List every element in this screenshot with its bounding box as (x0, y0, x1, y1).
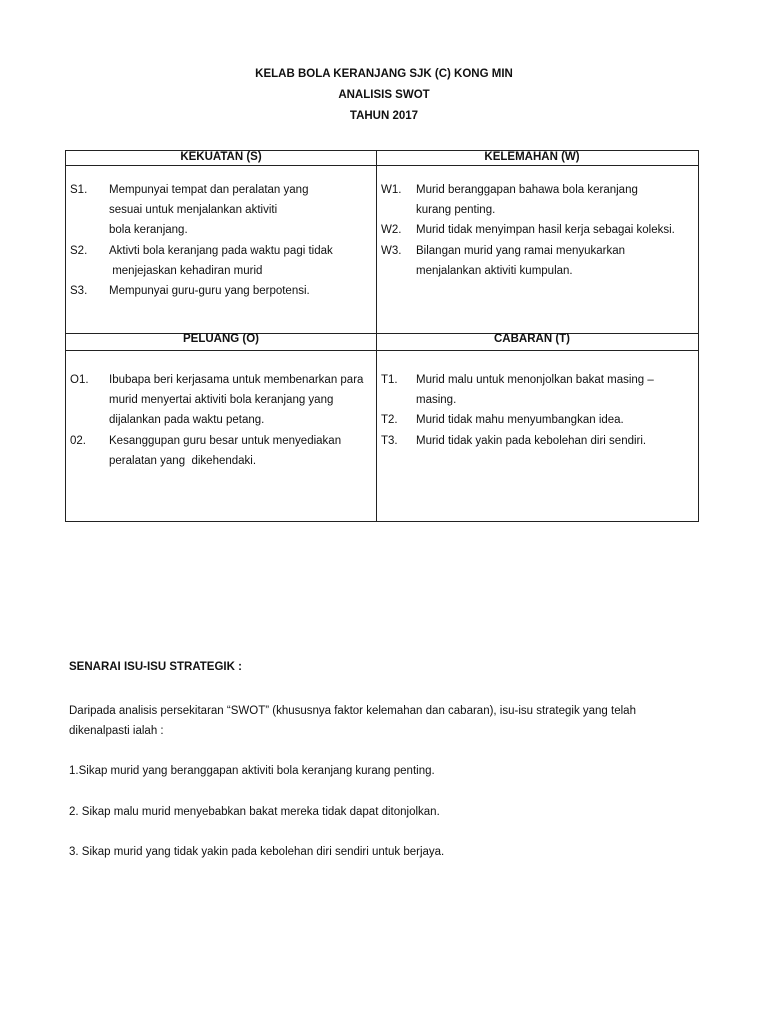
item-code: S3. (70, 285, 88, 298)
list-item (70, 180, 370, 200)
weaknesses-list (381, 180, 697, 281)
item-continuation: peralatan yang dikehendaki. (109, 454, 257, 467)
list-item (381, 180, 697, 200)
item-continuation: sesuai untuk menjalankan aktiviti (109, 204, 278, 217)
threats-heading: CABARAN (T) (493, 333, 570, 345)
year-title: TAHUN 2017 (349, 110, 419, 122)
strategic-issues-title: SENARAI ISU-ISU STRATEGIK : (69, 661, 242, 673)
item-text: Aktivti bola keranjang pada waktu pagi tidak (109, 244, 333, 257)
item-text: Murid tidak menyimpan hasil kerja sebagai koleksi. (416, 224, 675, 237)
opportunities-heading: PELUANG (O) (182, 333, 260, 345)
item-text: Murid tidak yakin pada kebolehan diri sendiri. (416, 434, 647, 447)
weaknesses-heading: KELEMAHAN (W) (484, 151, 580, 163)
list-item (381, 431, 697, 451)
item-code: T2. (381, 414, 398, 427)
item-code: T3. (381, 434, 398, 447)
list-item (381, 410, 697, 430)
item-continuation: menjalankan aktiviti kumpulan. (416, 264, 573, 277)
list-item (381, 220, 697, 240)
item-text: Bilangan murid yang ramai menyukarkan (416, 244, 626, 257)
analysis-title: ANALISIS SWOT (338, 89, 430, 101)
item-code: W1. (381, 184, 402, 196)
item-text: Ibubapa beri kerjasama untuk membenarkan para (109, 374, 364, 386)
issue-item: 2. Sikap malu murid menyebabkan bakat mereka tidak dapat ditonjolkan. (69, 806, 440, 818)
item-continuation: kurang penting. (416, 204, 496, 217)
item-code: S2. (70, 244, 88, 257)
item-code: T1. (381, 374, 398, 386)
row-divider (66, 165, 698, 166)
intro-paragraph (69, 701, 689, 741)
intro-line: Daripada analisis persekitaran “SWOT” (khususnya faktor kelemahan dan cabaran), isu-isu strategik yang telah (69, 705, 636, 717)
row-divider (66, 350, 698, 351)
list-item (70, 281, 370, 301)
item-text: Mempunyai tempat dan peralatan yang (109, 184, 309, 196)
strengths-heading: KEKUATAN (S) (180, 151, 262, 163)
issue-item: 3. Sikap murid yang tidak yakin pada kebolehan diri sendiri untuk berjaya. (69, 846, 445, 858)
item-continuation: menjejaskan kehadiran murid (109, 264, 263, 277)
item-text: Kesanggupan guru besar untuk menyediakan (109, 434, 342, 447)
opportunities-list (70, 370, 370, 471)
list-item (70, 241, 370, 261)
item-code: W3. (381, 244, 402, 257)
item-code: O1. (70, 374, 89, 386)
item-continuation: dijalankan pada waktu petang. (109, 414, 265, 427)
item-text: Murid beranggapan bahawa bola keranjang (416, 184, 638, 196)
item-text: Mempunyai guru-guru yang berpotensi. (109, 285, 310, 298)
item-continuation: bola keranjang. (109, 224, 188, 237)
strengths-list (70, 180, 370, 301)
item-text: Murid malu untuk menonjolkan bakat masing – (416, 374, 654, 386)
item-code: W2. (381, 224, 402, 237)
club-title: KELAB BOLA KERANJANG SJK (C) KONG MIN (255, 68, 513, 80)
list-item (70, 370, 370, 390)
item-code: 02. (70, 434, 86, 447)
threats-list (381, 370, 697, 451)
intro-line: dikenalpasti ialah : (69, 725, 164, 737)
item-continuation: masing. (416, 394, 457, 407)
item-text: Murid tidak mahu menyumbangkan idea. (416, 414, 624, 427)
list-item (381, 370, 697, 390)
list-item (70, 431, 370, 451)
list-item (381, 241, 697, 261)
issue-item: 1.Sikap murid yang beranggapan aktiviti bola keranjang kurang penting. (69, 765, 435, 777)
item-code: S1. (70, 184, 88, 196)
swot-table (65, 150, 699, 522)
item-continuation: murid menyertai aktiviti bola keranjang yang (109, 394, 334, 407)
